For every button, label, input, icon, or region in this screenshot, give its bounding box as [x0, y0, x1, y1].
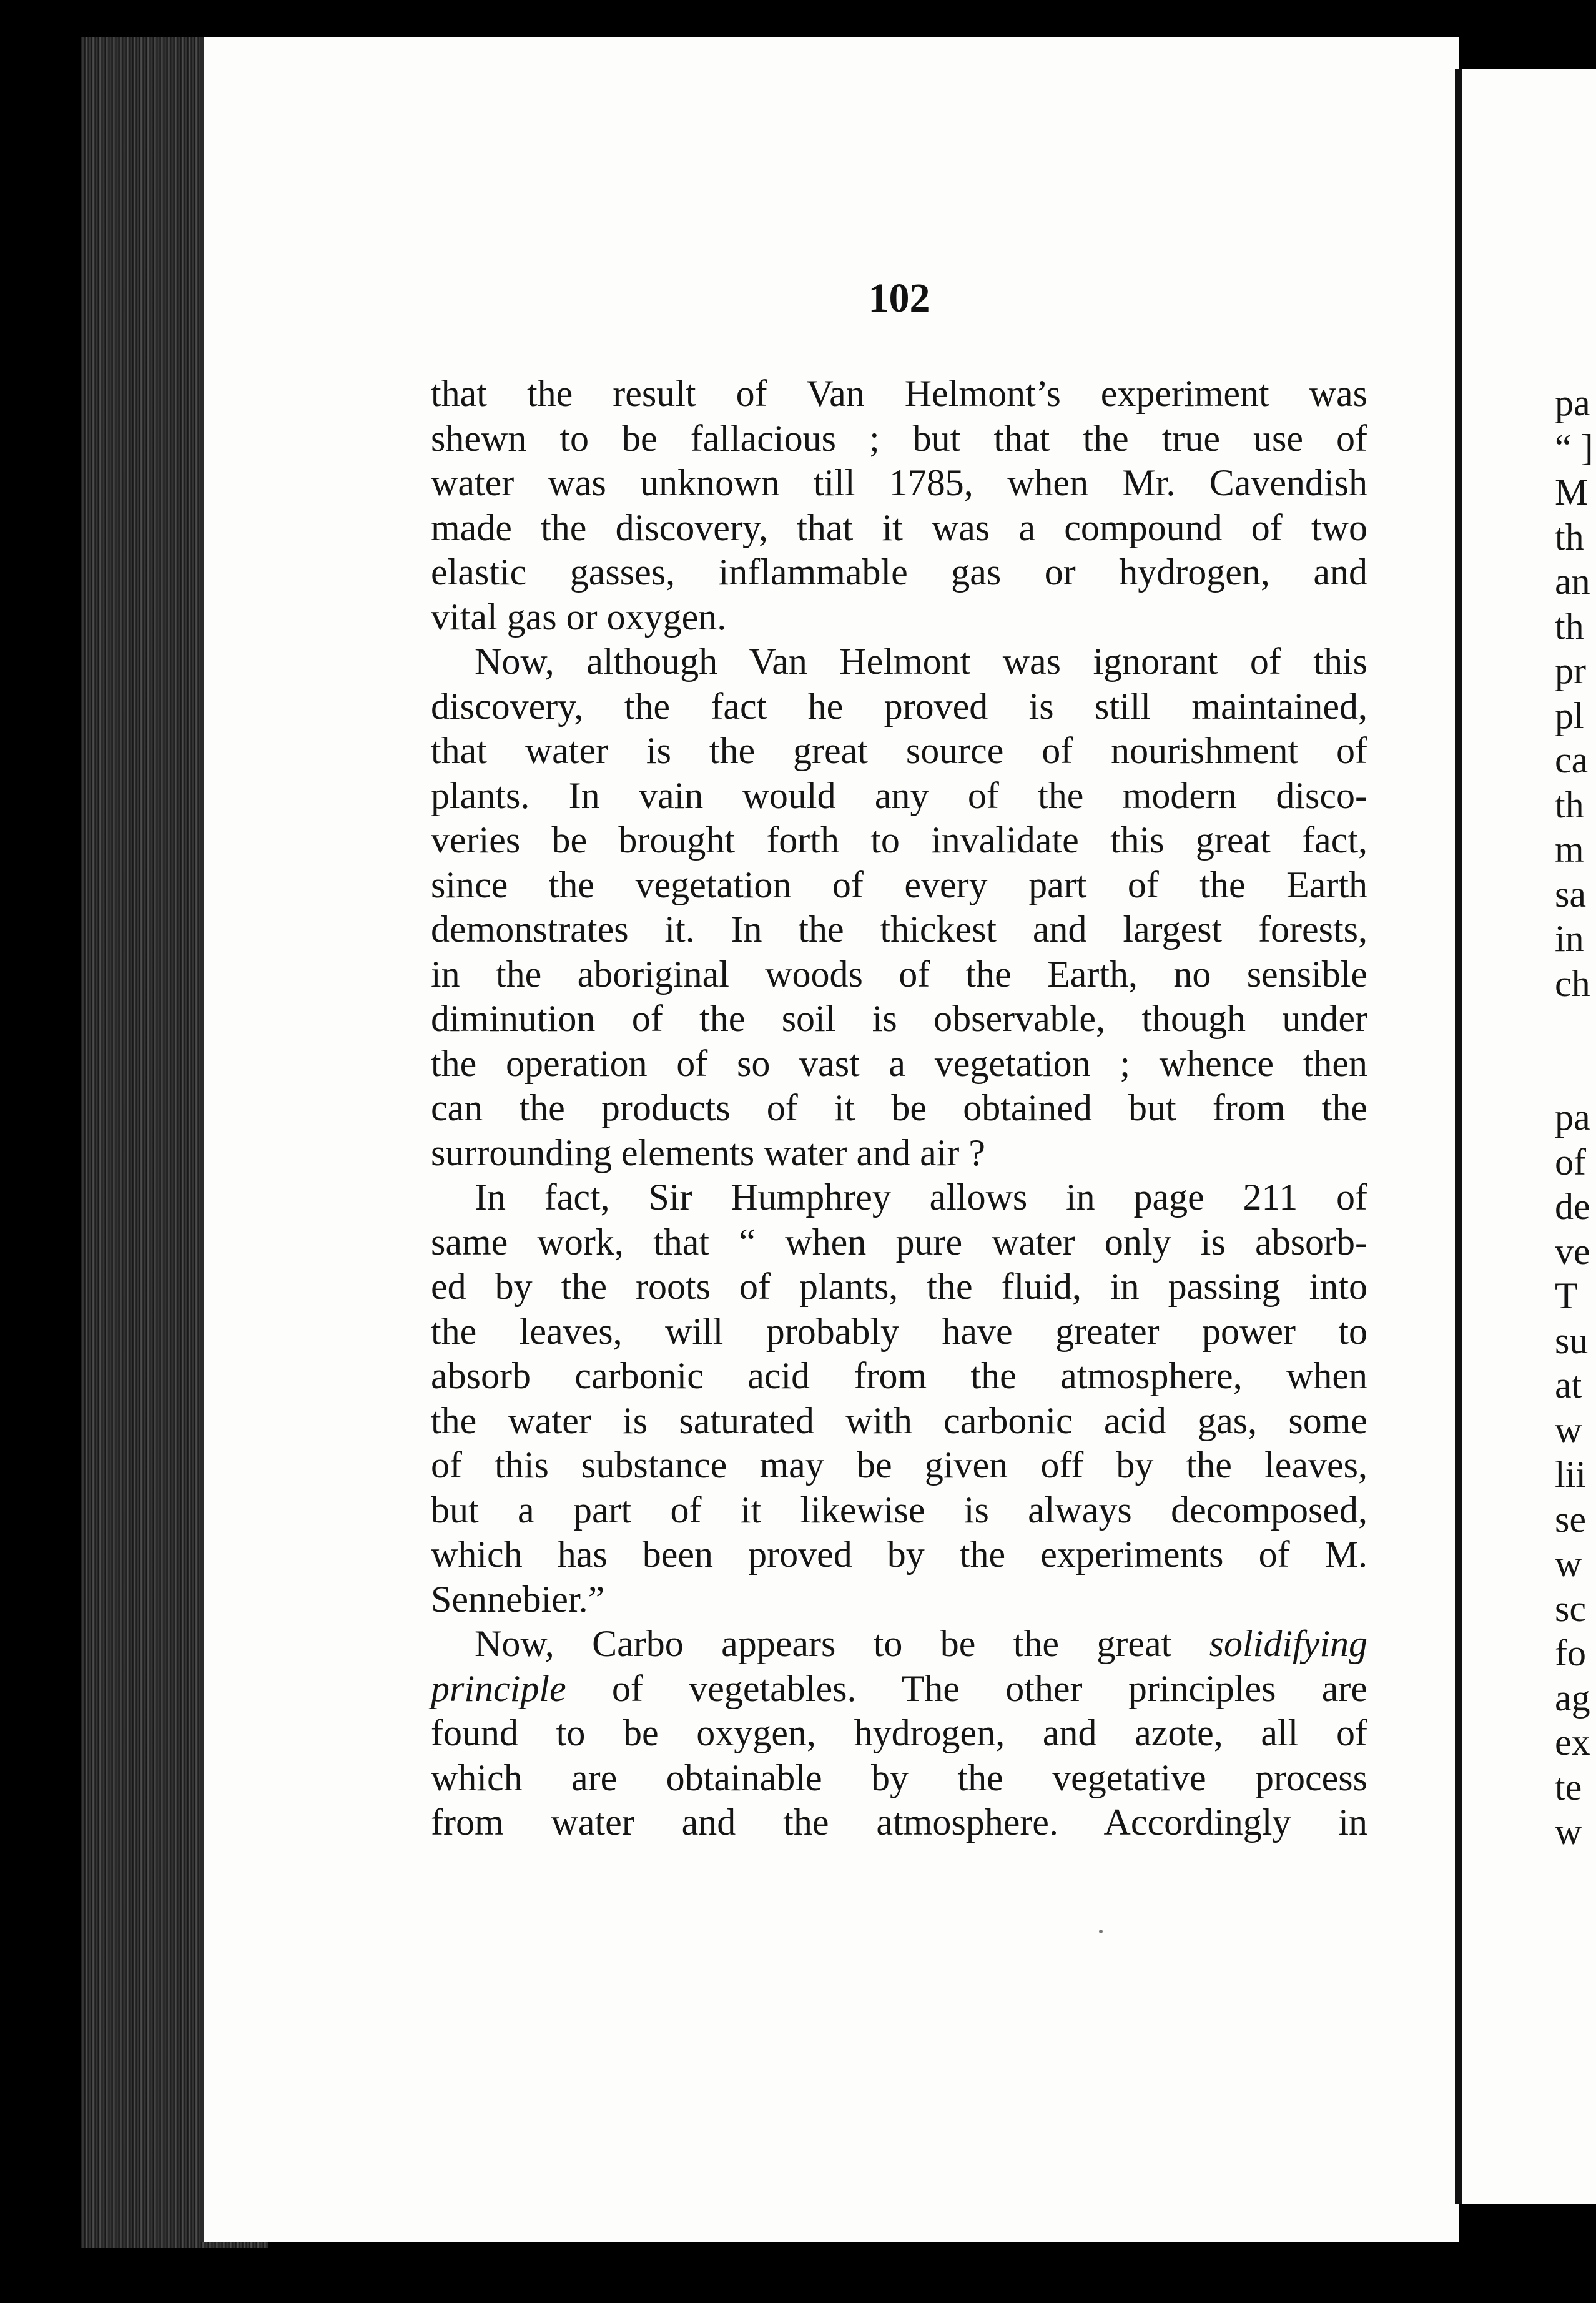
- text-line: absorb carbonic acid from the atmosphere, when: [431, 1355, 1367, 1396]
- text-line: vital gas or oxygen.: [431, 596, 727, 638]
- text-line: the operation of so vast a vegetation ; whence then: [431, 1042, 1367, 1084]
- facing-line: th: [1555, 516, 1584, 558]
- text-line: in the aboriginal woods of the Earth, no sensible: [431, 953, 1367, 995]
- facing-line: lii: [1555, 1454, 1587, 1495]
- text-line: can the products of it be obtained but from the: [431, 1087, 1367, 1128]
- text-line: that the result of Van Helmont’s experiment was: [431, 373, 1367, 414]
- text-line: since the vegetation of every part of the Earth: [431, 864, 1367, 905]
- text-line: veries be brought forth to invalidate this great fact,: [431, 819, 1367, 861]
- ink-speck: [1099, 1930, 1103, 1933]
- facing-line: “ ]: [1555, 427, 1594, 468]
- italic-word: solidifying: [1209, 1623, 1367, 1664]
- text-line: Now, Carbo appears to be the great solidifying: [475, 1623, 1367, 1664]
- facing-line: [1555, 1006, 1592, 1095]
- text-line: the water is saturated with carbonic acid gas, some: [431, 1399, 1367, 1441]
- text-line: the leaves, will probably have greater power to: [431, 1310, 1367, 1352]
- text-line: Sennebier.”: [431, 1578, 605, 1620]
- text-line: but a part of it likewise is always decomposed,: [431, 1489, 1367, 1531]
- facing-line: in: [1555, 918, 1584, 959]
- page-body-text: [431, 372, 1367, 1845]
- facing-line: ve: [1555, 1230, 1590, 1272]
- text-line: of this substance may be given off by the leaves,: [431, 1444, 1367, 1486]
- facing-line: w: [1555, 1811, 1582, 1852]
- facing-line: ex: [1555, 1722, 1590, 1763]
- text-line: shewn to be fallacious ; but that the true use of: [431, 417, 1367, 459]
- page-number: 102: [868, 275, 930, 321]
- facing-line: pa: [1555, 382, 1590, 423]
- facing-line: M: [1555, 471, 1589, 513]
- text-line: which has been proved by the experiments of M.: [431, 1534, 1367, 1575]
- facing-line: te: [1555, 1766, 1582, 1808]
- facing-line: th: [1555, 784, 1584, 826]
- facing-line: pa: [1555, 1097, 1590, 1138]
- text-line: same work, that “ when pure water only is absorb-: [431, 1221, 1367, 1263]
- facing-line: fo: [1555, 1632, 1586, 1674]
- text-line: ed by the roots of plants, the fluid, in passing into: [431, 1266, 1367, 1307]
- text-line: made the discovery, that it was a compound of two: [431, 506, 1367, 548]
- facing-line: sa: [1555, 873, 1586, 915]
- paragraph-1: [431, 372, 1367, 639]
- italic-word: principle: [431, 1667, 566, 1709]
- paragraph-3: [431, 1175, 1367, 1622]
- facing-line: ca: [1555, 739, 1589, 781]
- facing-line: m: [1555, 829, 1584, 870]
- text-line: surrounding elements water and air ?: [431, 1132, 986, 1173]
- facing-line: pl: [1555, 694, 1584, 736]
- facing-line: at: [1555, 1364, 1582, 1406]
- facing-line: of: [1555, 1141, 1586, 1183]
- facing-line: w: [1555, 1543, 1582, 1584]
- facing-line: ch: [1555, 962, 1590, 1004]
- facing-line: de: [1555, 1186, 1590, 1227]
- text-line: discovery, the fact he proved is still maintained,: [431, 685, 1367, 727]
- facing-line: w: [1555, 1409, 1582, 1451]
- facing-line: T: [1555, 1275, 1578, 1316]
- paragraph-4: [431, 1622, 1367, 1845]
- text-line: water was unknown till 1785, when Mr. Cavendish: [431, 462, 1367, 503]
- text-line: which are obtainable by the vegetative process: [431, 1757, 1367, 1798]
- facing-page-text: [1555, 381, 1592, 1855]
- text-line: from water and the atmosphere. Accordingly in: [431, 1802, 1367, 1843]
- facing-line: su: [1555, 1319, 1589, 1361]
- text-line: diminution of the soil is observable, though under: [431, 998, 1367, 1039]
- facing-line: th: [1555, 605, 1584, 647]
- text-line: principle of vegetables. The other principles are: [431, 1667, 1367, 1709]
- paragraph-2: [431, 639, 1367, 1175]
- text-line: that water is the great source of nourishment of: [431, 730, 1367, 771]
- facing-line: pr: [1555, 650, 1586, 691]
- text-line: found to be oxygen, hydrogen, and azote, all of: [431, 1712, 1367, 1753]
- facing-line: an: [1555, 561, 1590, 602]
- text-line: plants. In vain would any of the modern disco-: [431, 774, 1367, 816]
- text-line: Now, although Van Helmont was ignorant of this: [475, 641, 1367, 682]
- text-line: elastic gasses, inflammable gas or hydrogen, and: [431, 551, 1367, 593]
- text-line: demonstrates it. In the thickest and largest forests,: [431, 909, 1367, 950]
- text-line: In fact, Sir Humphrey allows in page 211 of: [475, 1176, 1367, 1218]
- facing-line: ag: [1555, 1677, 1590, 1719]
- facing-line: sc: [1555, 1587, 1586, 1629]
- facing-line: se: [1555, 1498, 1586, 1540]
